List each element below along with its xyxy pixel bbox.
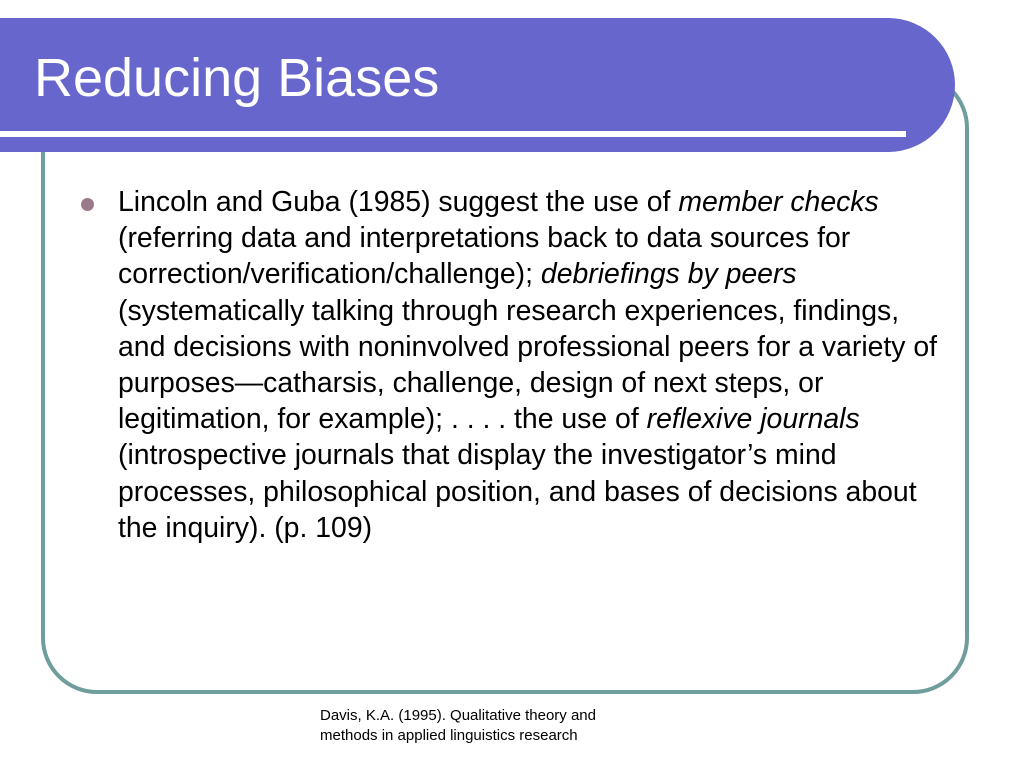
bullet-text-segment: Lincoln and Guba (1985) suggest the use of — [118, 186, 679, 218]
bullet-item — [118, 184, 948, 546]
bullet-text-segment-italic: member checks — [678, 186, 879, 218]
bullet-text-segment-italic: debriefings by peers — [540, 258, 797, 291]
bullet-text-segment-italic: reflexive journals — [646, 403, 860, 436]
title-underline — [0, 131, 906, 137]
bullet-dot-icon — [81, 198, 94, 211]
bullet-text-segment: (referring data and interpretations back to data sources for correction/verification/challenge); — [118, 222, 851, 291]
slide-title: Reducing Biases — [34, 48, 440, 108]
citation — [320, 706, 660, 746]
bullet-text — [118, 186, 937, 544]
citation-line: Davis, K.A. (1995). Qualitative theory and — [320, 707, 596, 724]
citation-line: methods in applied linguistics research — [320, 727, 578, 744]
bullet-text-segment: (introspective journals that display the investigator’s mind processes, philosophical position, and bases of decisions about the inquiry). (p. 109) — [118, 439, 917, 544]
bullet-text-segment: (systematically talking through research experiences, findings, and decisions with noninvolved professional peers for a variety of purposes—catharsis, challenge, design of next steps, or legitimation, for example); . . . . the use of — [118, 294, 938, 436]
